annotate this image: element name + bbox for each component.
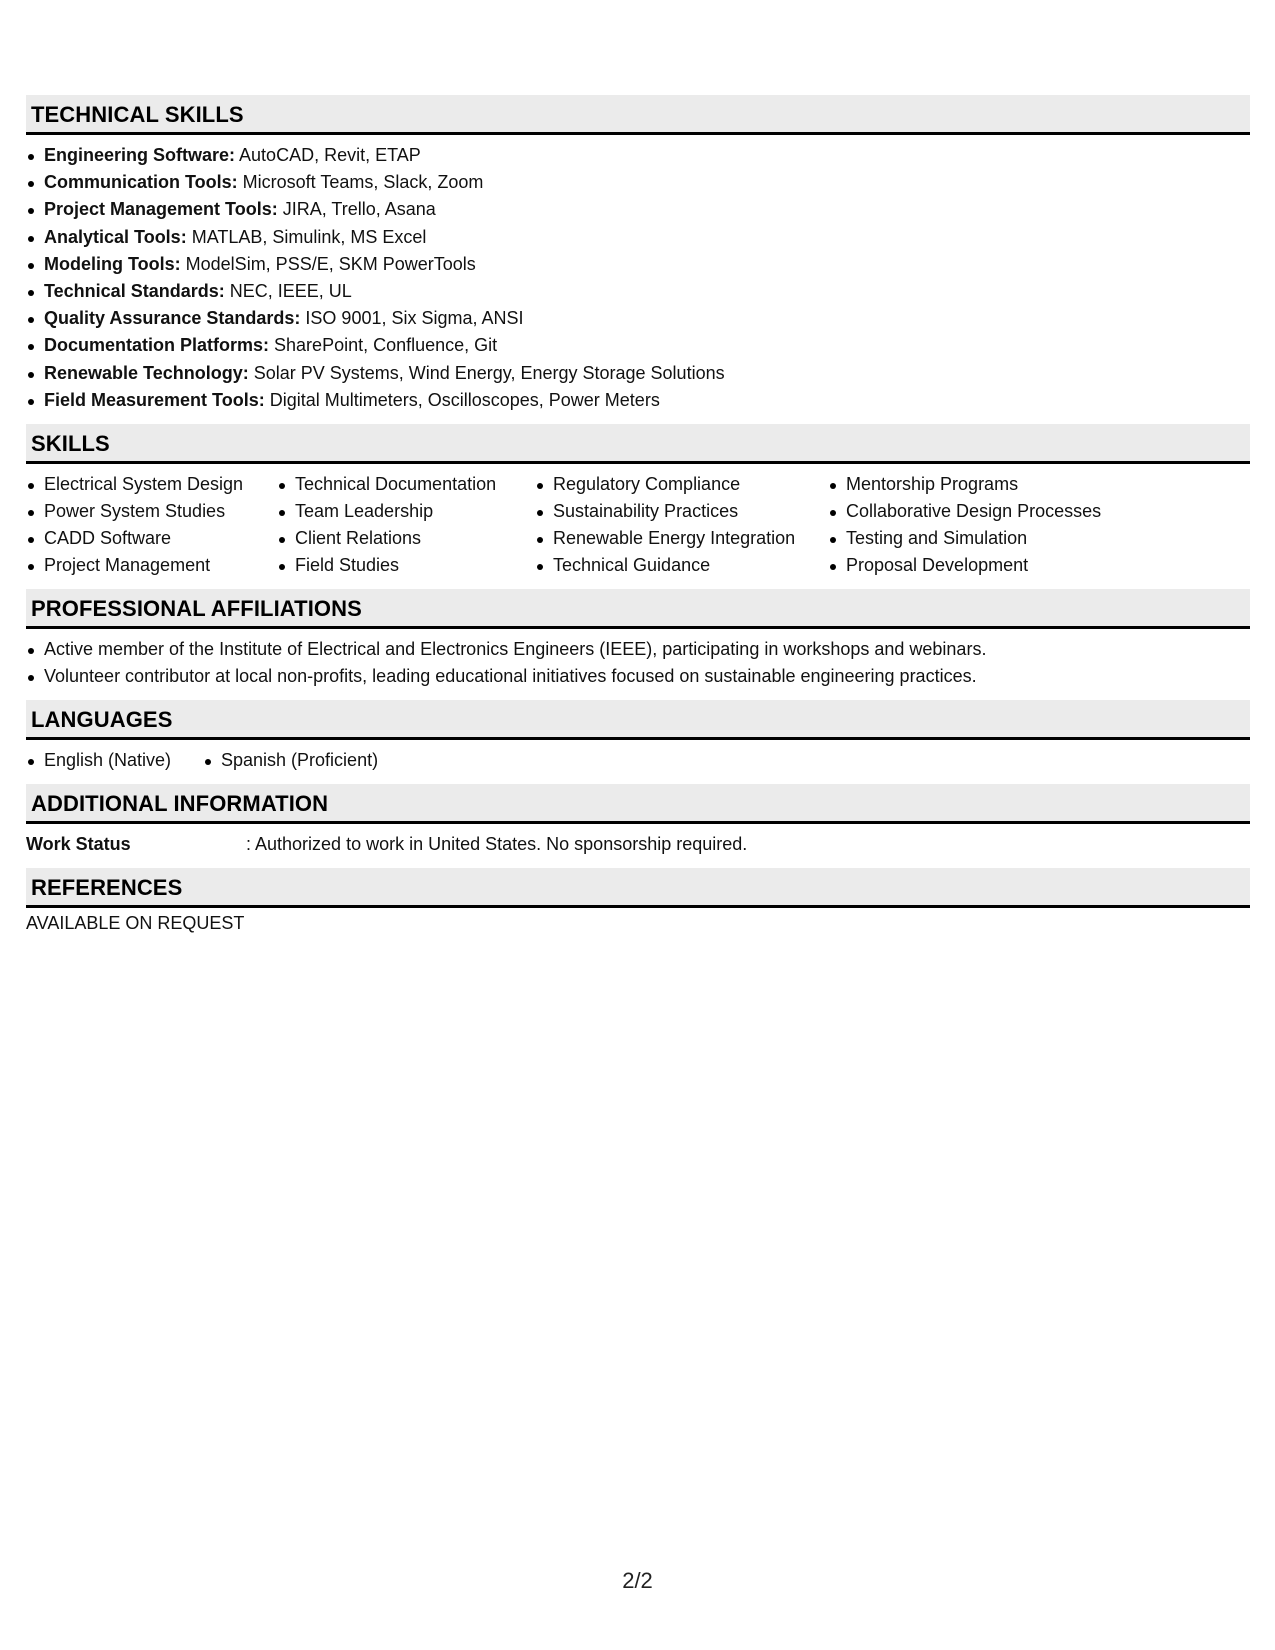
skill-category-label: Project Management Tools:: [44, 199, 278, 220]
skill-category-label: Field Measurement Tools:: [44, 389, 265, 410]
affiliations-section: [26, 589, 1250, 690]
list-item: Volunteer contributor at local non-profits, leading educational initiatives focused on sustainable engineering practices.: [26, 663, 1250, 690]
section-title-technical-skills: TECHNICAL SKILLS: [26, 95, 1250, 135]
skills-grid: [26, 464, 1250, 579]
work-status-label: Work Status: [26, 834, 131, 855]
skill-category-label: Technical Standards:: [44, 280, 225, 301]
skill-category-label: Engineering Software:: [44, 145, 236, 165]
list-item: [26, 360, 1250, 387]
list-item: Client Relations: [277, 525, 535, 552]
list-item: Testing and Simulation: [828, 525, 1208, 552]
list-item: Spanish (Proficient): [203, 747, 378, 774]
list-item: Renewable Energy Integration: [535, 525, 828, 552]
list-item: Proposal Development: [828, 552, 1208, 579]
skill-category-value: Solar PV Systems, Wind Energy, Energy Storage Solutions: [248, 362, 725, 383]
skills-column-4: [828, 471, 1208, 579]
list-item: [26, 142, 1250, 169]
list-item: Regulatory Compliance: [535, 471, 828, 498]
list-item: Project Management: [26, 552, 277, 579]
section-title-languages: LANGUAGES: [26, 700, 1250, 740]
list-item: Sustainability Practices: [535, 498, 828, 525]
skill-category-value: JIRA, Trello, Asana: [277, 199, 436, 220]
skill-category-label: Quality Assurance Standards:: [44, 308, 301, 329]
skills-column-1: [26, 471, 277, 579]
list-item: Field Studies: [277, 552, 535, 579]
skill-category-value: MATLAB, Simulink, MS Excel: [186, 226, 427, 247]
page-number: 2/2: [622, 1568, 653, 1593]
list-item: [26, 196, 1250, 223]
skills-section: [26, 424, 1250, 579]
list-item: [26, 224, 1250, 251]
affiliations-body: [26, 629, 1250, 690]
skill-category-value: Digital Multimeters, Oscilloscopes, Power Meters: [264, 389, 660, 410]
references-text: AVAILABLE ON REQUEST: [26, 913, 245, 934]
languages-list: [26, 747, 378, 774]
languages-body: [26, 740, 1250, 774]
list-item: Electrical System Design: [26, 471, 277, 498]
skill-category-value: AutoCAD, Revit, ETAP: [235, 145, 421, 165]
additional-info-section: [26, 784, 1250, 858]
languages-section: [26, 700, 1250, 774]
work-status-value: : Authorized to work in United States. No sponsorship required.: [246, 834, 748, 855]
skill-category-value: SharePoint, Confluence, Git: [269, 335, 498, 356]
list-item: CADD Software: [26, 525, 277, 552]
list-item: [26, 251, 1250, 278]
section-title-skills: SKILLS: [26, 424, 1250, 464]
skill-category-value: NEC, IEEE, UL: [224, 280, 352, 301]
list-item: [26, 387, 1250, 414]
section-title-additional-info: ADDITIONAL INFORMATION: [26, 784, 1250, 824]
resume-page: [26, 95, 1250, 947]
list-item: [26, 278, 1250, 305]
section-title-references: REFERENCES: [26, 868, 1250, 908]
list-item: English (Native): [26, 747, 203, 774]
section-title-affiliations: PROFESSIONAL AFFILIATIONS: [26, 589, 1250, 629]
skill-category-label: Documentation Platforms:: [44, 335, 270, 356]
skill-category-value: ModelSim, PSS/E, SKM PowerTools: [180, 253, 476, 274]
list-item: [26, 332, 1250, 359]
skill-category-label: Analytical Tools:: [44, 226, 187, 247]
list-item: Power System Studies: [26, 498, 277, 525]
additional-info-body: [26, 824, 1250, 858]
skill-category-label: Communication Tools:: [44, 172, 238, 193]
affiliations-list: [26, 636, 1250, 690]
technical-skills-section: [26, 95, 1250, 414]
list-item: Technical Guidance: [535, 552, 828, 579]
skill-category-value: ISO 9001, Six Sigma, ANSI: [300, 308, 524, 329]
work-status-row: [26, 831, 1250, 858]
skill-category-value: Microsoft Teams, Slack, Zoom: [237, 172, 484, 193]
skills-column-3: [535, 471, 828, 579]
list-item: Collaborative Design Processes: [828, 498, 1208, 525]
technical-skills-body: [26, 135, 1250, 414]
list-item: [26, 169, 1250, 196]
skill-category-label: Modeling Tools:: [44, 253, 181, 274]
list-item: Mentorship Programs: [828, 471, 1208, 498]
list-item: Team Leadership: [277, 498, 535, 525]
list-item: Active member of the Institute of Electrical and Electronics Engineers (IEEE), participating in workshops and webinars.: [26, 636, 1250, 663]
references-section: [26, 868, 1250, 937]
list-item: [26, 305, 1250, 332]
technical-skills-list: [26, 142, 1250, 414]
skill-category-label: Renewable Technology:: [44, 362, 249, 383]
list-item: Technical Documentation: [277, 471, 535, 498]
skills-column-2: [277, 471, 535, 579]
